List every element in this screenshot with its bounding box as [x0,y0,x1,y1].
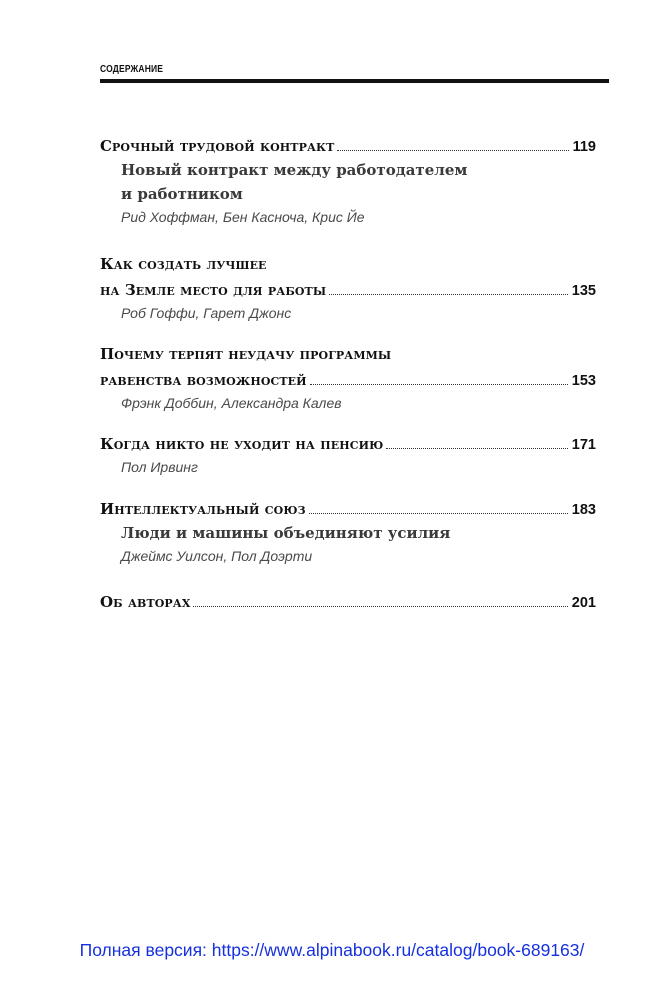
dot-leader [329,293,568,295]
toc-title: Почему терпят неудачу программы [100,345,392,363]
header-rule [100,79,609,83]
toc-authors: Джеймс Уилсон, Пол Доэрти [121,548,313,564]
toc-title-line [100,342,596,366]
toc-subtitle: и работником [121,185,243,203]
running-header: СОДЕРЖАНИЕ [100,64,164,75]
dot-leader [193,605,567,607]
toc-title-line [100,590,596,614]
toc-entry[interactable] [100,342,596,414]
toc-entry[interactable] [100,432,596,478]
dot-leader [310,383,568,385]
page-number: 201 [571,595,596,611]
toc-title-line [100,432,596,456]
dot-leader [386,447,567,449]
toc-authors: Пол Ирвинг [121,459,198,475]
toc-title-line [100,497,596,521]
toc-title: Как создать лучшее [100,255,267,273]
toc-title: Об авторах [100,593,191,611]
dot-leader [309,512,568,514]
toc-entry[interactable] [100,497,596,567]
page-number: 171 [571,437,596,453]
toc-subtitle: Люди и машины объединяют усилия [121,524,451,542]
page-number: 183 [571,502,596,518]
dot-leader [337,149,568,151]
toc-title: Когда никто не уходит на пенсию [100,435,384,453]
toc-title: равенства возможностей [100,371,307,389]
toc-subtitle: Новый контракт между работодателем [121,161,468,179]
toc-authors: Роб Гоффи, Гарет Джонс [121,305,292,321]
toc-title-line [100,134,596,158]
toc-entry[interactable] [100,590,596,614]
toc-title: на Земле место для работы [100,281,327,299]
toc-authors: Фрэнк Доббин, Александра Калев [121,395,342,411]
toc-authors: Рид Хоффман, Бен Касноча, Крис Йе [121,209,365,225]
toc-entry[interactable] [100,134,596,228]
toc-title-line [100,368,596,392]
toc-title: Срочный трудовой контракт [100,137,335,155]
toc-title-line [100,278,596,302]
page-number: 135 [571,283,596,299]
toc-title: Интеллектуальный союз [100,500,306,518]
full-version-link[interactable]: Полная версия: https://www.alpinabook.ru/catalog/book-689163/ [79,940,585,960]
page-number: 153 [571,373,596,389]
page-number: 119 [572,139,596,155]
toc-title-line [100,252,596,276]
toc-entry[interactable] [100,252,596,324]
